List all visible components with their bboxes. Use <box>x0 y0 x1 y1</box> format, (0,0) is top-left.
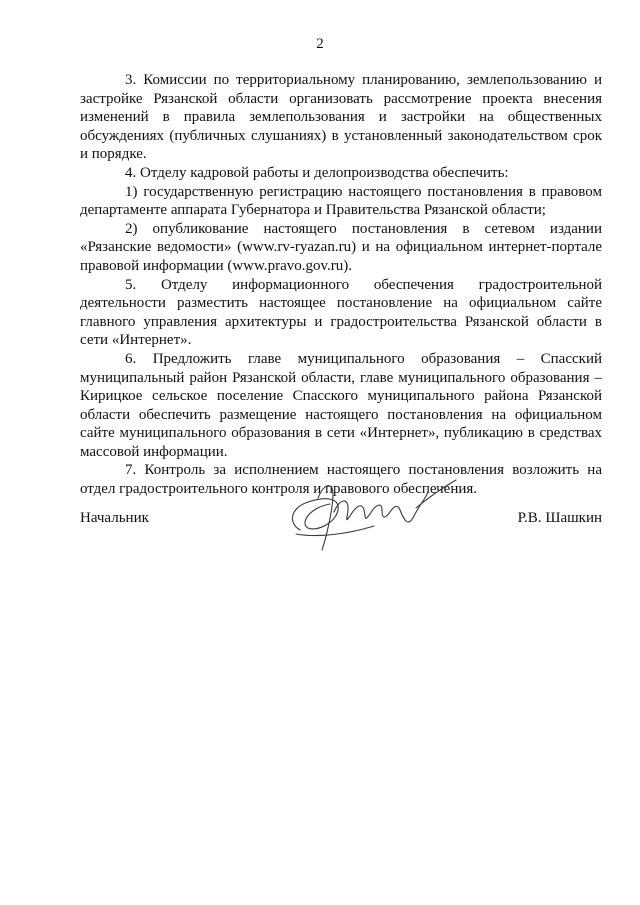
signatory-name: Р.В. Шашкин <box>517 510 602 526</box>
signature-block <box>80 510 602 530</box>
paragraph-4: 4. Отделу кадровой работы и делопроизводства обеспечить: <box>125 164 509 181</box>
signatory-title: Начальник <box>80 510 149 526</box>
paragraph-3: 3. Комиссии по территориальному планированию, землепользованию и застройке Рязанской области организовать рассмотрение проекта внесения изменений в правила землепользования и застройки на общественных обсуждениях (публичных слушаниях) в установленный законодательством срок и порядке. <box>80 72 602 163</box>
page-number: 2 <box>316 36 324 52</box>
document-body <box>80 71 602 499</box>
paragraph-6: 6. Предложить главе муниципального образования – Спасский муниципальный район Рязанской области, главе муниципального образования – Кирицкое сельское поселение Спасского муниципального района Рязанской области обеспечить размещение настоящего постановления на официальном сайте муниципального образования в сети «Интернет», публикацию в средствах массовой информации. <box>80 350 602 460</box>
paragraph-5: 5. Отделу информационного обеспечения градостроительной деятельности разместить настоящее постановление на официальном сайте главного управления архитектуры и градостроительства Рязанской области в сети «Интернет». <box>80 276 602 349</box>
paragraph-4-item-2: 2) опубликование настоящего постановления в сетевом издании «Рязанские ведомости» (www.rv-ryazan.ru) и на официальном интернет-портале правовой информации (www.pravo.gov.ru). <box>80 220 602 274</box>
paragraph-7: 7. Контроль за исполнением настоящего постановления возложить на отдел градостроительного контроля и правового обеспечения. <box>80 462 602 498</box>
paragraph-4-item-1: 1) государственную регистрацию настоящего постановления в правовом департаменте аппарата Губернатора и Правительства Рязанской области; <box>80 183 602 219</box>
